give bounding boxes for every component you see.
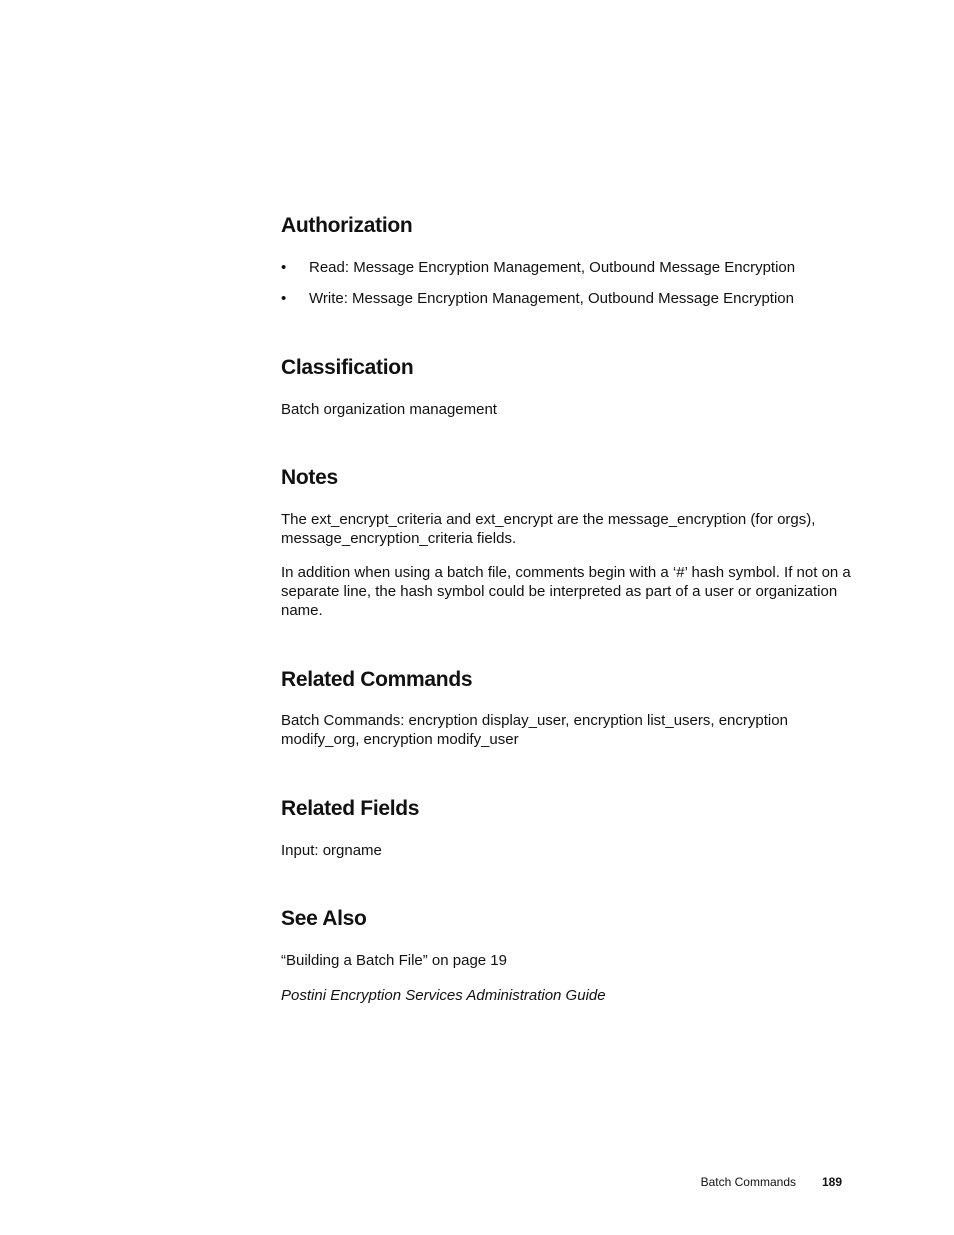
classification-section <box>281 356 861 419</box>
authorization-list <box>281 258 861 308</box>
authorization-item-write <box>281 289 861 308</box>
see-also-section <box>281 907 861 1005</box>
footer-section-label: Batch Commands <box>700 1175 796 1189</box>
notes-paragraph: The ext_encrypt_criteria and ext_encrypt are the message_encryption (for orgs), message_encryption_criteria fields. <box>281 511 816 547</box>
classification-text: Batch organization management <box>281 401 497 418</box>
related-commands-heading: Related Commands <box>281 668 473 691</box>
related-fields-text: Input: orgname <box>281 842 382 859</box>
notes-heading: Notes <box>281 466 338 489</box>
authorization-item-read <box>281 258 861 277</box>
classification-heading: Classification <box>281 356 414 379</box>
related-fields-section <box>281 797 861 860</box>
authorization-section <box>281 214 861 320</box>
authorization-heading: Authorization <box>281 214 413 237</box>
bullet-icon: • <box>281 259 287 276</box>
notes-paragraph: In addition when using a batch file, comments begin with a ‘#’ hash symbol. If not on a separate line, the hash symbol could be interpreted as part of a user or organization name. <box>281 564 851 619</box>
bullet-icon: • <box>281 290 287 307</box>
footer-page-number: 189 <box>821 1175 842 1189</box>
see-also-heading: See Also <box>281 907 367 930</box>
see-also-link[interactable]: “Building a Batch File” on page 19 <box>281 952 507 969</box>
see-also-guide-title: Postini Encryption Services Administration Guide <box>281 987 606 1004</box>
authorization-item-text: Write: Message Encryption Management, Outbound Message Encryption <box>309 290 794 307</box>
notes-section <box>281 466 861 620</box>
related-commands-text: Batch Commands: encryption display_user, encryption list_users, encryption modify_org, encryption modify_user <box>281 712 788 748</box>
related-fields-heading: Related Fields <box>281 797 420 820</box>
authorization-item-text: Read: Message Encryption Management, Outbound Message Encryption <box>309 259 796 276</box>
page-footer <box>0 1174 954 1192</box>
related-commands-section <box>281 668 861 749</box>
